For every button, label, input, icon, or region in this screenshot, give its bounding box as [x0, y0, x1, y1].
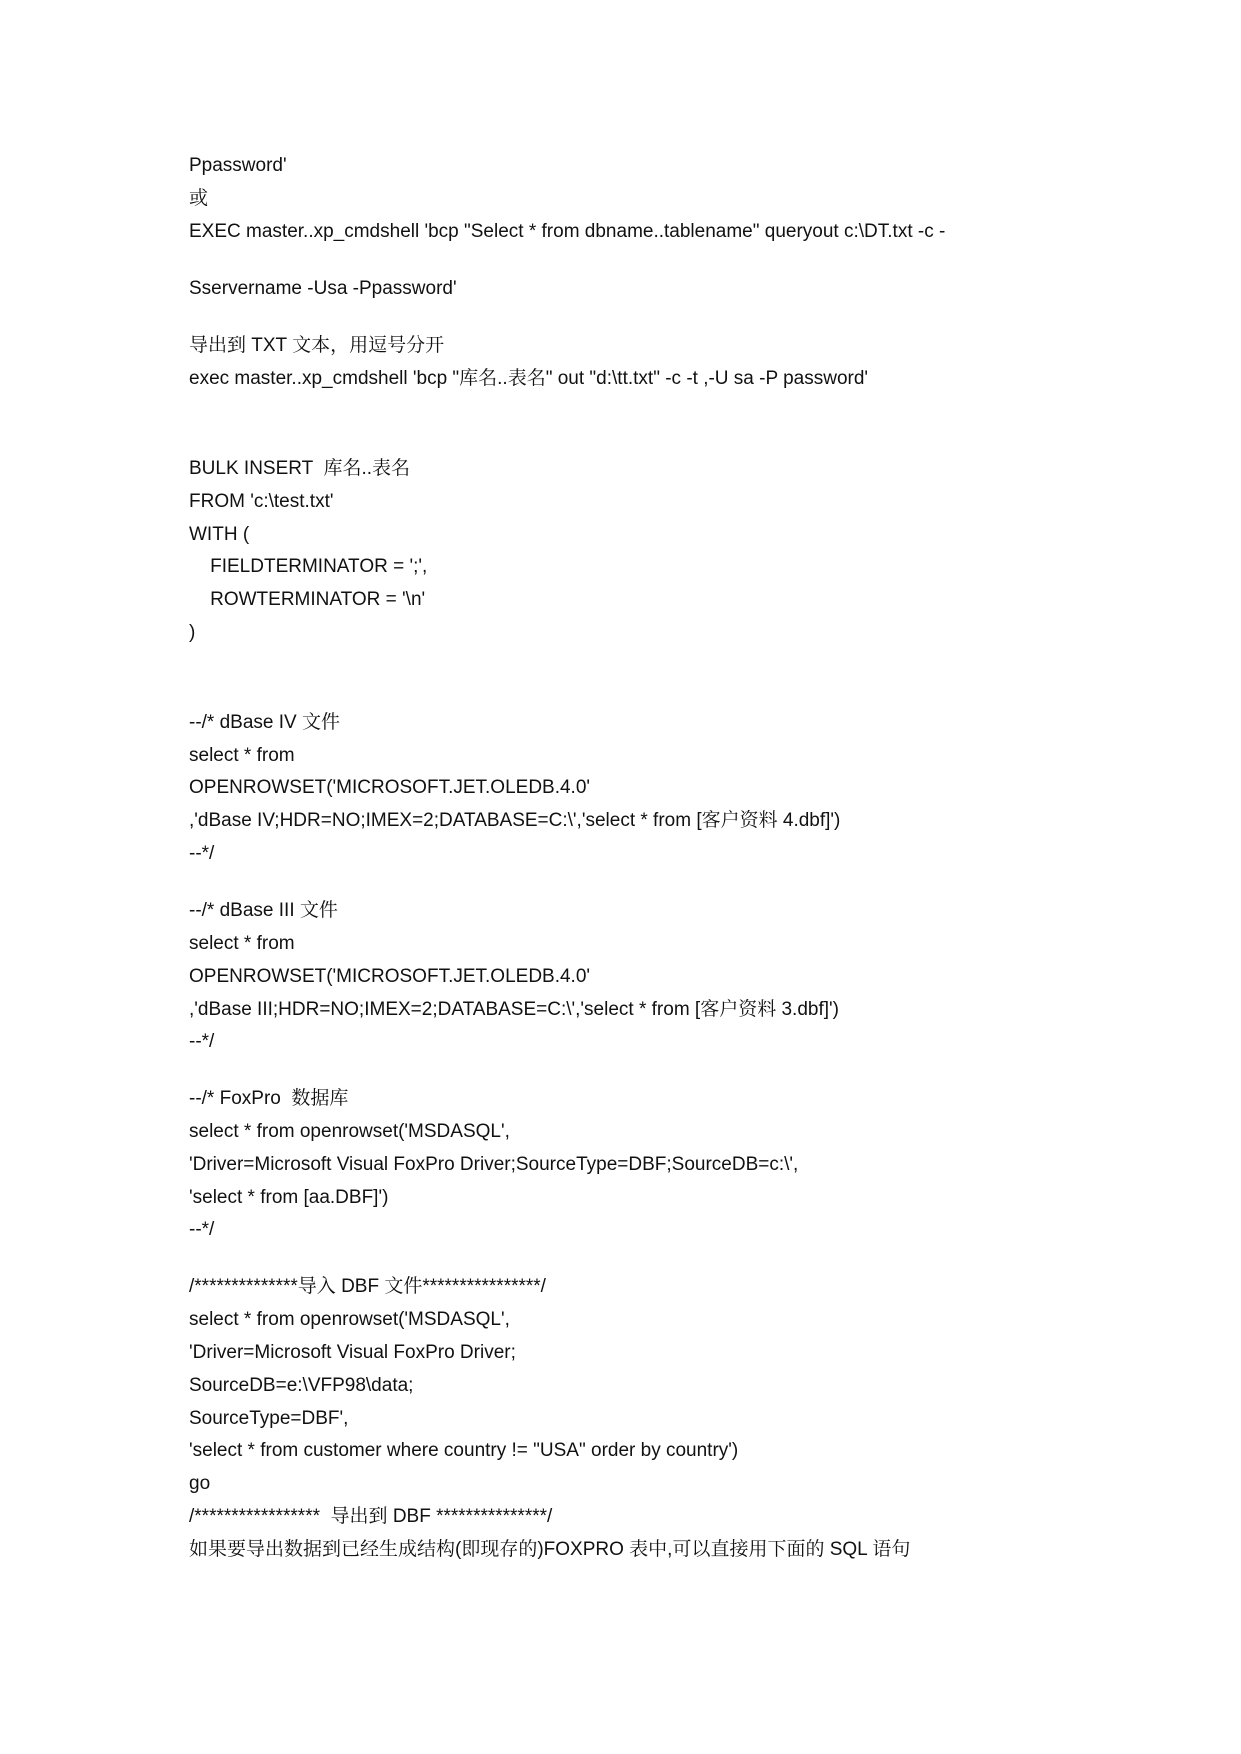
text-line: ROWTERMINATOR = '\n'	[189, 589, 426, 610]
text-line: --*/	[189, 1219, 215, 1240]
text-line: OPENROWSET('MICROSOFT.JET.OLEDB.4.0'	[189, 777, 591, 798]
text-line: go	[189, 1473, 211, 1494]
text-line: /**************导入 DBF 文件****************/	[189, 1276, 546, 1297]
text-line: EXEC master..xp_cmdshell 'bcp "Select * from dbname..tablename" queryout c:\DT.txt -c -	[189, 221, 946, 242]
text-line: 'select * from customer where country != "USA" order by country')	[189, 1440, 739, 1461]
text-line: OPENROWSET('MICROSOFT.JET.OLEDB.4.0'	[189, 966, 591, 987]
text-line: FIELDTERMINATOR = ';',	[189, 556, 428, 577]
text-line: Ppassword'	[189, 155, 287, 176]
text-line: )	[189, 622, 196, 643]
text-line: --*/	[189, 1031, 215, 1052]
text-line: 'Driver=Microsoft Visual FoxPro Driver;SourceType=DBF;SourceDB=c:\',	[189, 1154, 799, 1175]
text-line: exec master..xp_cmdshell 'bcp "库名..表名" out "d:\tt.txt" -c -t ,-U sa -P password'	[189, 368, 869, 389]
text-line: 'select * from [aa.DBF]')	[189, 1187, 389, 1208]
text-line: --/* dBase III 文件	[189, 900, 338, 921]
text-line: --/* FoxPro 数据库	[189, 1088, 349, 1109]
text-line: BULK INSERT 库名..表名	[189, 458, 411, 479]
text-line: select * from openrowset('MSDASQL',	[189, 1121, 510, 1142]
text-line: Sservername -Usa -Ppassword'	[189, 278, 457, 299]
text-line: /***************** 导出到 DBF ***************/	[189, 1506, 553, 1527]
text-line: ,'dBase IV;HDR=NO;IMEX=2;DATABASE=C:\','select * from [客户资料 4.dbf]')	[189, 810, 841, 831]
text-line: ,'dBase III;HDR=NO;IMEX=2;DATABASE=C:\','select * from [客户资料 3.dbf]')	[189, 999, 839, 1020]
text-line: select * from	[189, 745, 295, 766]
text-line: 或	[189, 188, 209, 209]
text-line: --/* dBase IV 文件	[189, 712, 340, 733]
text-line: select * from	[189, 933, 295, 954]
text-line: --*/	[189, 843, 215, 864]
text-line: WITH (	[189, 524, 250, 545]
text-line: select * from openrowset('MSDASQL',	[189, 1309, 510, 1330]
text-line: 导出到 TXT 文本，用逗号分开	[189, 335, 445, 356]
text-line: SourceDB=e:\VFP98\data;	[189, 1375, 414, 1396]
text-line: 如果要导出数据到已经生成结构(即现存的)FOXPRO 表中,可以直接用下面的 SQL 语句	[189, 1539, 911, 1560]
text-line: FROM 'c:\test.txt'	[189, 491, 334, 512]
text-line: SourceType=DBF',	[189, 1408, 349, 1429]
text-line: 'Driver=Microsoft Visual FoxPro Driver;	[189, 1342, 516, 1363]
